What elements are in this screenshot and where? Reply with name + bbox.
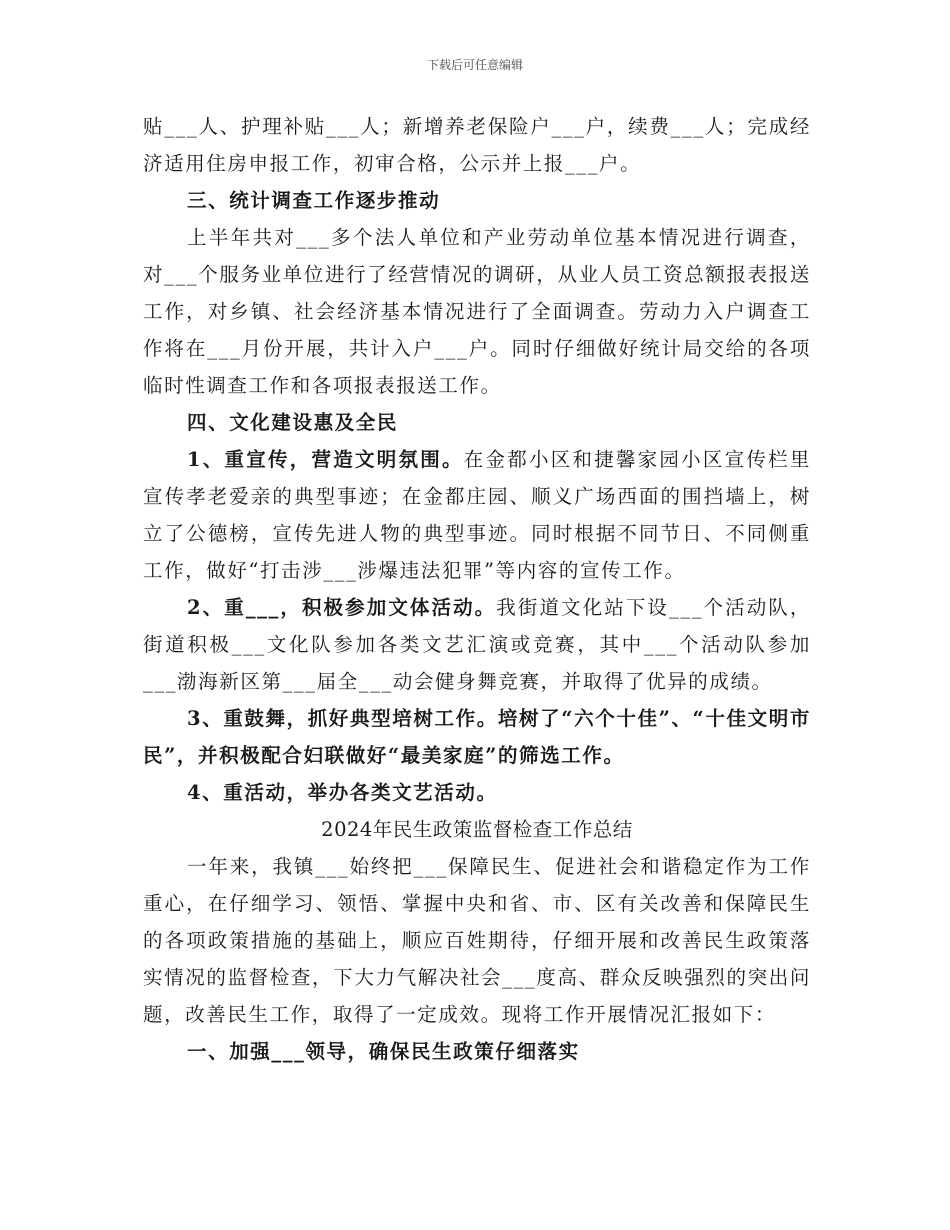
item-2-text: 我街道文化站下设___个活动队，街道积极___文化队参加各类文艺汇演或竞赛，其中___个活动队参加___渤海新区第___届全___动会健身舞竞赛，并取得了优异的成绩。 xyxy=(143,596,811,693)
section-heading-1: 一、加强___领导，确保民生政策仔细落实 xyxy=(187,1040,580,1063)
paragraph-continuation: 贴___人、护理补贴___人；新增养老保险户___户，续费___人；完成经济适用住房申报工作，初审合格，公示并上报___户。 xyxy=(143,115,811,175)
item-1-text: 在金都小区和捷馨家园小区宣传栏里宣传孝老爱亲的典型事迹；在金都庄园、顺义广场西面的围挡墙上，树立了公德榜，宣传先进人物的典型事迹。同时根据不同节日、不同侧重工作，做好“打击涉___涉爆违法犯罪”等内容的宣传工作。 xyxy=(143,448,811,582)
paragraph-intro: 一年来，我镇___始终把___保障民生、促进社会和谐稳定作为工作重心，在仔细学习、领悟、掌握中央和省、市、区有关改善和保障民生的各项政策措施的基础上，顺应百姓期待，仔细开展和改善民生政策落实情况的监督检查，下大力气解决社会___度高、群众反映强烈的突出问题，改善民生工作，取得了一定成效。现将工作开展情况汇报如下： xyxy=(143,855,811,1026)
paragraph-item-2 xyxy=(143,589,811,700)
document-title: 2024年民生政策监督检查工作总结 xyxy=(321,818,633,841)
section-heading-3: 三、统计调查工作逐步推动 xyxy=(187,189,441,212)
paragraph-statistics: 上半年共对___多个法人单位和产业劳动单位基本情况进行调查，对___个服务业单位进行了经营情况的调研，从业人员工资总额报表报送工作，对乡镇、社会经济基本情况进行了全面调查。劳动力入户调查工作将在___月份开展，共计入户___户。同时仔细做好统计局交给的各项临时性调查工作和各项报表报送工作。 xyxy=(143,226,811,397)
item-1-lead: 1、重宣传，营造文明氛围。 xyxy=(187,448,464,471)
paragraph-item-4: 4、重活动，举办各类文艺活动。 xyxy=(187,781,498,804)
item-2-lead: 2、重___，积极参加文体活动。 xyxy=(187,596,497,619)
paragraph-item-1 xyxy=(143,441,811,589)
document-body xyxy=(143,108,811,1070)
page-header: 下载后可任意编辑 xyxy=(426,58,523,72)
section-heading-4: 四、文化建设惠及全民 xyxy=(187,411,399,434)
paragraph-item-3: 3、重鼓舞，抓好典型培树工作。培树了“六个十佳”、“十佳文明市民”，并积极配合妇联做好“最美家庭”的筛选工作。 xyxy=(143,707,811,767)
